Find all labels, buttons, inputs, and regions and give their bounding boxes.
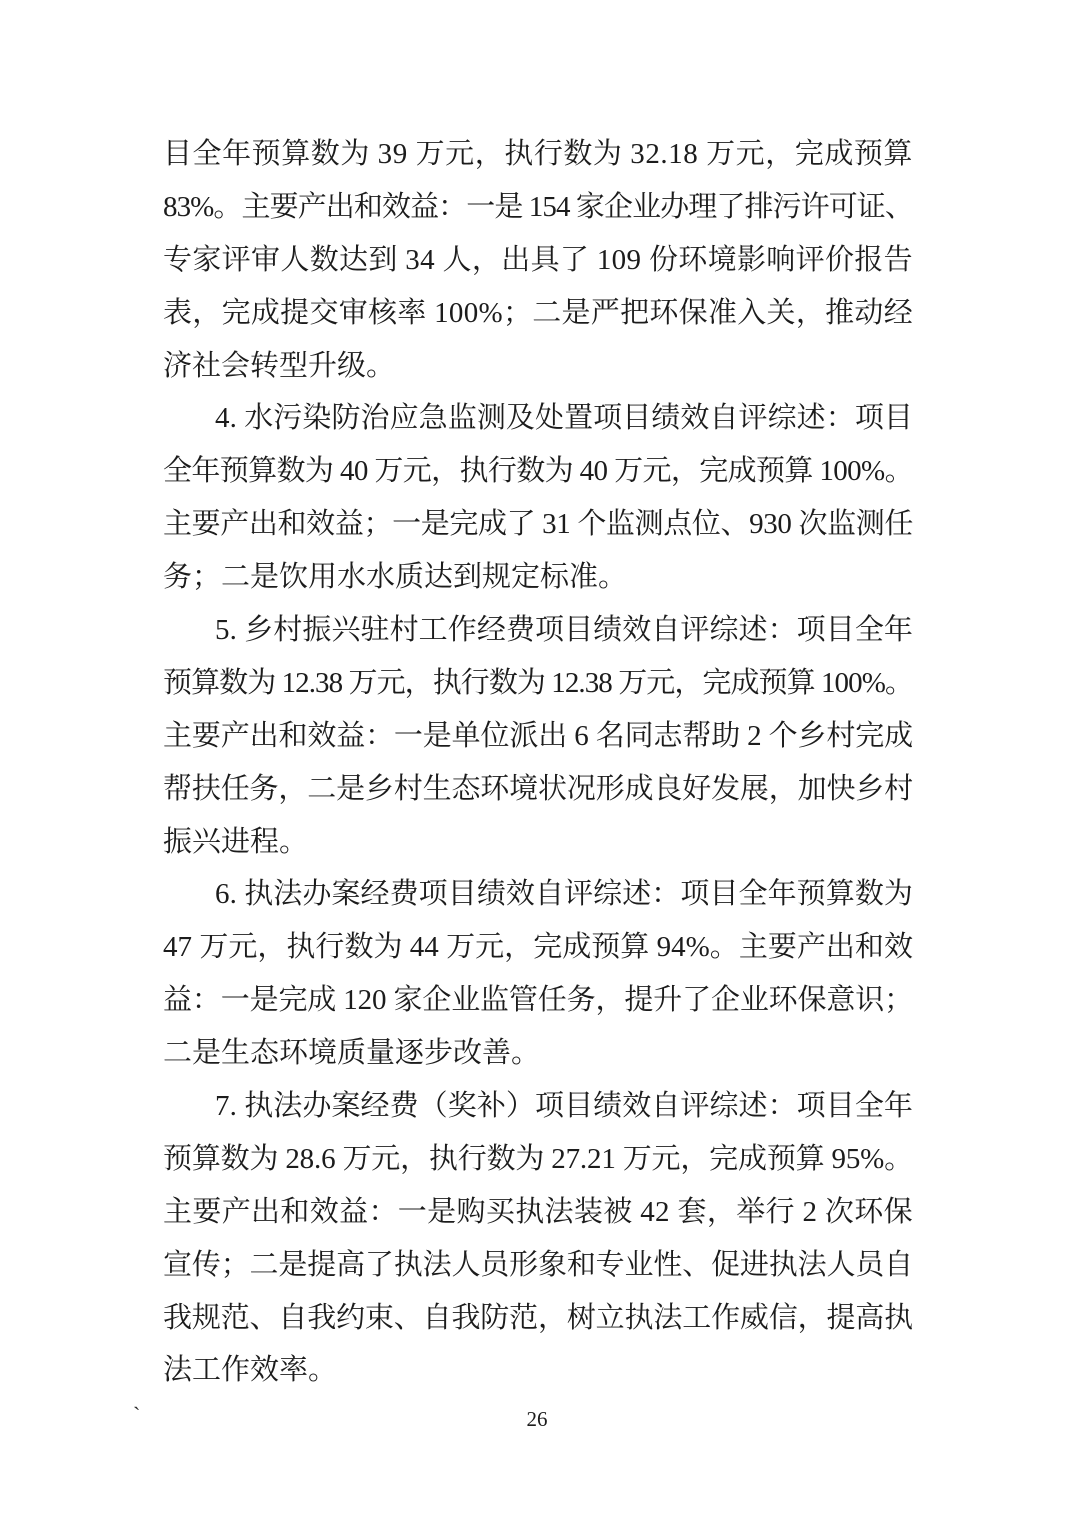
- document-body: [163, 128, 913, 1397]
- text-line: [163, 445, 913, 498]
- text-line-content: 益：一是完成 120 家企业监管任务，提升了企业环保意识；: [163, 984, 913, 1017]
- text-line-content: 宣传；二是提高了执法人员形象和专业性、促进执法人员自: [163, 1248, 913, 1281]
- text-line: [163, 921, 913, 974]
- text-line: [163, 816, 913, 869]
- text-line-content: 主要产出和效益；一是完成了 31 个监测点位、930 次监测任: [163, 508, 913, 541]
- text-line: [163, 763, 913, 816]
- text-line: [163, 234, 913, 287]
- text-line: [163, 1186, 913, 1239]
- text-line-content: 专家评审人数达到 34 人，出具了 109 份环境影响评价报告: [163, 243, 913, 276]
- text-line: [163, 340, 913, 393]
- text-line: [163, 1239, 913, 1292]
- text-line: [163, 498, 913, 551]
- text-line-content: 振兴进程。: [163, 825, 309, 858]
- text-line: [163, 1292, 913, 1345]
- text-line: [163, 604, 913, 657]
- text-line: [163, 657, 913, 710]
- text-line: [163, 181, 913, 234]
- text-line: [163, 392, 913, 445]
- text-line-content: 全年预算数为 40 万元，执行数为 40 万元，完成预算 100%。: [163, 455, 913, 488]
- text-line-content: 5. 乡村振兴驻村工作经费项目绩效自评综述：项目全年: [215, 614, 913, 647]
- page-number: 26: [526, 1407, 548, 1431]
- text-line-content: 主要产出和效益：一是单位派出 6 名同志帮助 2 个乡村完成: [163, 719, 913, 752]
- text-line-content: 7. 执法办案经费（奖补）项目绩效自评综述：项目全年: [215, 1090, 913, 1123]
- text-line-content: 二是生态环境质量逐步改善。: [163, 1037, 541, 1070]
- stray-backtick-mark: `: [133, 1402, 141, 1427]
- text-line-content: 帮扶任务，二是乡村生态环境状况形成良好发展，加快乡村: [163, 772, 913, 805]
- text-line-content: 47 万元，执行数为 44 万元，完成预算 94%。主要产出和效: [163, 931, 913, 964]
- text-line-content: 6. 执法办案经费项目绩效自评综述：项目全年预算数为: [215, 878, 913, 911]
- text-line-content: 济社会转型升级。: [163, 349, 396, 382]
- text-line-content: 目全年预算数为 39 万元，执行数为 32.18 万元，完成预算: [163, 138, 913, 170]
- text-line: [163, 1133, 913, 1186]
- text-line: [163, 287, 913, 340]
- text-line: [163, 710, 913, 763]
- text-line: [163, 1027, 913, 1080]
- text-line: [163, 1080, 913, 1133]
- text-line-content: 主要产出和效益：一是购买执法装被 42 套，举行 2 次环保: [163, 1195, 913, 1228]
- text-line: [163, 1344, 913, 1397]
- text-line: [163, 974, 913, 1027]
- text-line-content: 预算数为 12.38 万元，执行数为 12.38 万元，完成预算 100%。: [163, 666, 913, 699]
- text-line-content: 83%。主要产出和效益：一是 154 家企业办理了排污许可证、: [163, 190, 913, 223]
- text-line-content: 我规范、自我约束、自我防范，树立执法工作威信，提高执: [163, 1301, 913, 1334]
- text-line-content: 务；二是饮用水水质达到规定标准。: [163, 561, 628, 594]
- text-line-content: 预算数为 28.6 万元，执行数为 27.21 万元，完成预算 95%。: [163, 1142, 913, 1175]
- text-line: [163, 128, 913, 181]
- text-line-content: 法工作效率。: [163, 1354, 338, 1387]
- text-line-content: 表，完成提交审核率 100%；二是严把环保准入关，推动经: [163, 296, 913, 329]
- text-line: [163, 868, 913, 921]
- text-line: [163, 551, 913, 604]
- text-line-content: 4. 水污染防治应急监测及处置项目绩效自评综述：项目: [215, 402, 913, 435]
